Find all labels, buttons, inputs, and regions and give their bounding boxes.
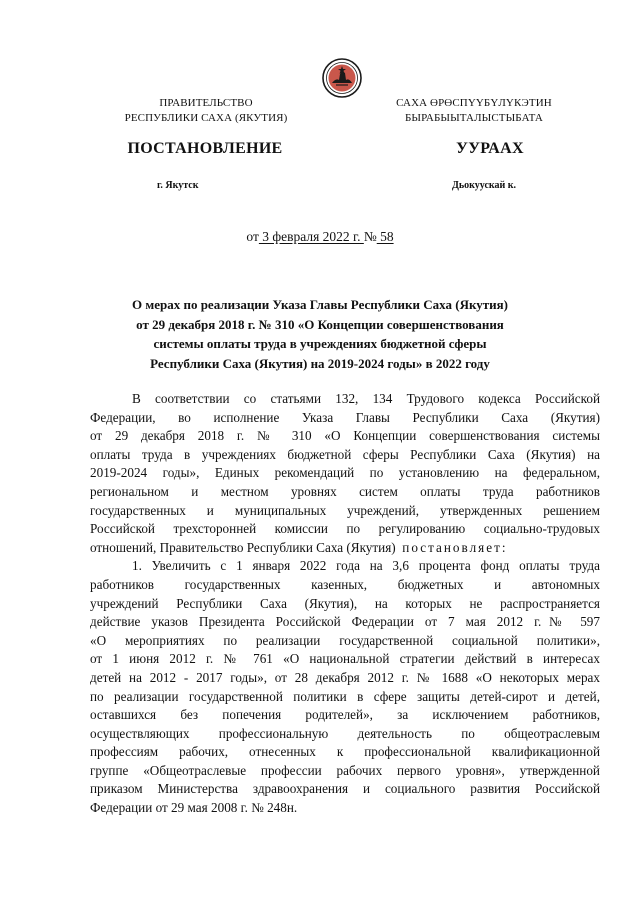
document-title: [90, 295, 550, 373]
government-name-ru-line1: ПРАВИТЕЛЬСТВО: [159, 97, 253, 109]
number-sign: №: [363, 229, 377, 244]
paragraph-line: профессиям рабочих, отнесенных к профессиональной квалификационной: [90, 744, 600, 760]
resolution-word: постановляет:: [402, 539, 508, 555]
government-name-ru: [86, 96, 326, 126]
paragraph-line: работников государственных казенных, бюджетных и автономных: [90, 576, 600, 592]
government-name-sah: [354, 96, 594, 126]
paragraph-line: 2019-2024 годы», Единых рекомендаций по установлению на федеральном,: [90, 465, 600, 481]
title-line: системы оплаты труда в учреждениях бюджетной сферы: [153, 336, 487, 351]
government-name-ru-line2: РЕСПУБЛИКИ САХА (ЯКУТИЯ): [124, 112, 288, 124]
paragraph-line: государственных и муниципальных учреждений, утвержденных решением: [90, 502, 600, 518]
paragraph-line: Российской трехсторонней комиссии по регулированию социально-трудовых: [90, 521, 600, 537]
paragraph-line: оплаты труда в учреждениях бюджетной сферы Республики Саха (Якутия) на: [90, 446, 600, 462]
title-line: от 29 декабря 2018 г. № 310 «О Концепции совершенствования: [136, 316, 504, 332]
paragraph-line: осуществляющих профессиональную деятельность по общеотраслевым: [90, 725, 600, 741]
doc-type-ru: ПОСТАНОВЛЕНИЕ: [127, 140, 283, 157]
paragraph-line: приказом Министерства здравоохранения и социального развития Российской: [90, 781, 600, 797]
document-date: 3 февраля 2022 г.: [258, 229, 364, 244]
paragraph-line: В соответствии со статьями 132, 134 Трудового кодекса Российской: [132, 391, 600, 406]
coat-of-arms-icon: [322, 58, 362, 98]
paragraph-line: 1. Увеличить с 1 января 2022 года на 3,6 процента фонд оплаты труда: [132, 558, 600, 574]
paragraph-line: «О мероприятиях по реализации государственной социальной политики»,: [90, 632, 600, 648]
paragraph-line: региональном и местном уровнях систем оплаты труда работников: [90, 483, 600, 499]
paragraph-line: учреждений Республики Саха (Якутия), на которых не распространяется: [90, 595, 600, 611]
city-sah: Дьокуускай к.: [452, 180, 517, 191]
date-prefix: от: [246, 229, 259, 244]
paragraph-line: оставшихся без попечения родителей», за исключением работников,: [90, 707, 600, 723]
paragraph-line: [90, 539, 600, 558]
paragraph-line: от 29 декабря 2018 г. № 310 «О Концепции совершенствования системы: [90, 428, 600, 444]
paragraph-line: детей на 2012 - 2017 годы», от 28 декабря 2012 г. № 1688 «О некоторых мерах: [90, 669, 600, 685]
city-ru: г. Якутск: [157, 180, 199, 191]
paragraph-line: Федерации от 29 мая 2008 г. № 248н.: [90, 800, 298, 816]
paragraph-line: группе «Общеотраслевые профессии рабочих первого уровня», утвержденной: [90, 762, 600, 778]
government-name-sah-line2: БЫРАБЫЫТАЛЫСТЫБАТА: [405, 112, 543, 124]
document-body: [90, 390, 600, 818]
title-line: Республики Саха (Якутия) на 2019-2024 годы» в 2022 году: [150, 355, 490, 371]
government-name-sah-line1: САХА ӨРӨСПҮҮБҮЛҮКЭТИН: [396, 97, 552, 109]
date-number-line: [0, 229, 640, 245]
paragraph-line: Федерации, во исполнение Указа Главы Республики Саха (Якутия): [90, 409, 600, 425]
document-number: 58: [376, 229, 394, 244]
doc-type-sah: УУРААХ: [456, 140, 524, 157]
title-line: О мерах по реализации Указа Главы Республики Саха (Якутия): [131, 297, 509, 312]
paragraph-line: действие указов Президента Российской Федерации от 7 мая 2012 г.№ 597: [90, 614, 600, 630]
paragraph-line: от 1 июня 2012 г. № 761 «О национальной стратегии действий в интересах: [90, 651, 600, 667]
paragraph-line: по реализации государственной политики в сфере защиты детей-сирот и детей,: [90, 688, 600, 704]
paragraph1-last-line: отношений, Правительство Республики Саха (Якутия): [90, 539, 396, 555]
